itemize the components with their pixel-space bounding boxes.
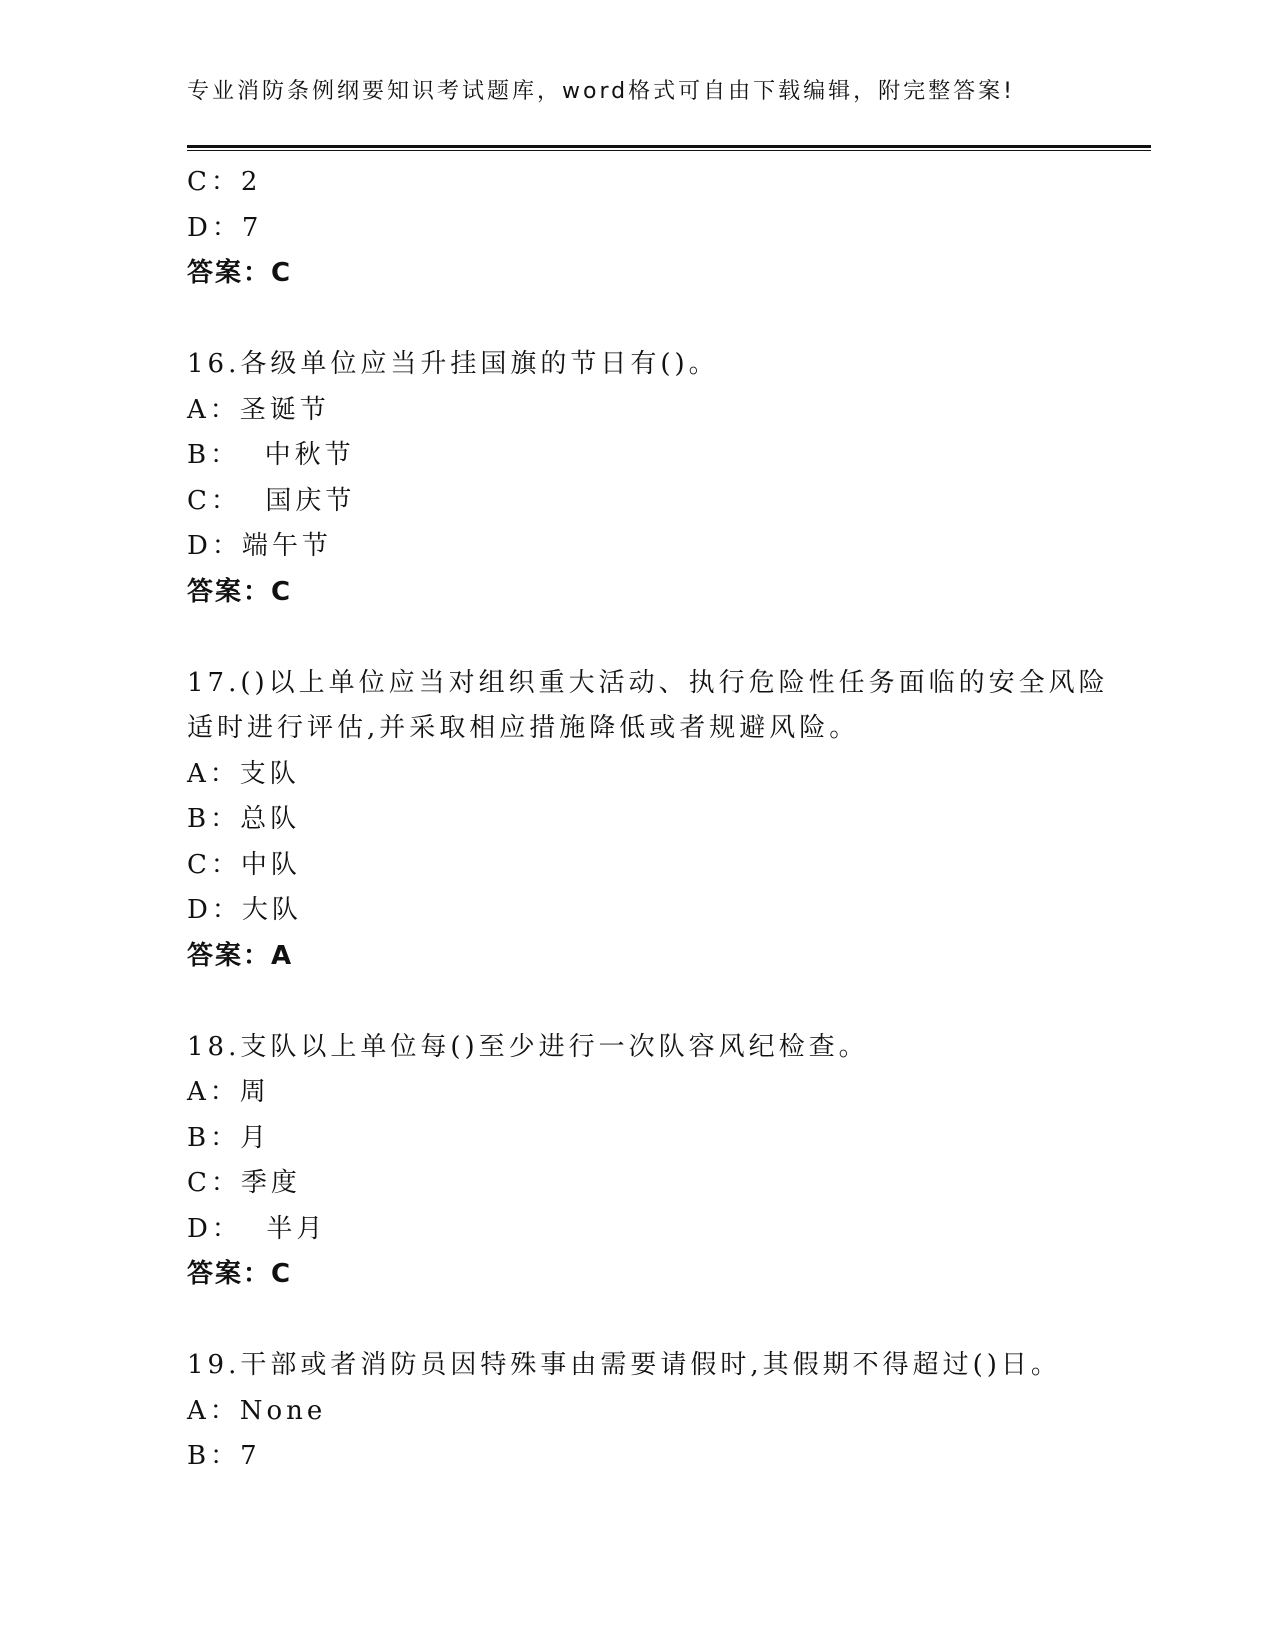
- question-stem: 17.()以上单位应当对组织重大活动、执行危险性任务面临的安全风险: [187, 667, 1109, 698]
- question-stem: 16.各级单位应当升挂国旗的节日有()。: [187, 349, 719, 379]
- question-15-continued: [187, 160, 1151, 297]
- answer-line: 答案：C: [187, 258, 293, 288]
- option-b: B：月: [187, 1122, 271, 1153]
- spacer: [187, 615, 1151, 661]
- option-c: C：中队: [187, 849, 301, 880]
- header-rule-thin: [187, 150, 1151, 151]
- option-a: A：支队: [187, 758, 300, 789]
- question-18: [187, 1025, 1151, 1298]
- option-b: B：7: [187, 1441, 261, 1471]
- option-a: A：周: [187, 1077, 270, 1107]
- option-a: A：圣诞节: [187, 394, 330, 425]
- spacer: [187, 297, 1151, 343]
- answer-line: 答案：C: [187, 576, 293, 607]
- header-rule-thick: [187, 145, 1151, 148]
- option-c: C：季度: [187, 1168, 301, 1198]
- spacer: [187, 1298, 1151, 1344]
- question-list: [187, 160, 1151, 1480]
- question-stem-continued: 适时进行评估,并采取相应措施降低或者规避风险。: [187, 713, 860, 743]
- option-d: D：大队: [187, 895, 302, 925]
- option-b: B：总队: [187, 804, 301, 834]
- option-d: D：端午节: [187, 531, 332, 561]
- answer-line: 答案：A: [187, 940, 294, 971]
- question-stem: 19.干部或者消防员因特殊事由需要请假时,其假期不得超过()日。: [187, 1350, 1061, 1380]
- option-a: A：None: [187, 1395, 327, 1426]
- option-b: B： 中秋节: [187, 440, 355, 470]
- question-16: [187, 342, 1151, 615]
- option-c: C：2: [187, 167, 262, 197]
- question-stem: 18.支队以上单位每()至少进行一次队容风纪检查。: [187, 1031, 869, 1062]
- question-17: [187, 661, 1151, 980]
- page-header: 专业消防条例纲要知识考试题库，word格式可自由下载编辑，附完整答案!: [187, 79, 1015, 104]
- option-d: D：7: [187, 212, 263, 243]
- answer-line: 答案：C: [187, 1259, 293, 1289]
- option-d: D： 半月: [187, 1213, 327, 1244]
- question-19: [187, 1343, 1151, 1480]
- spacer: [187, 979, 1151, 1025]
- option-c: C： 国庆节: [187, 485, 356, 516]
